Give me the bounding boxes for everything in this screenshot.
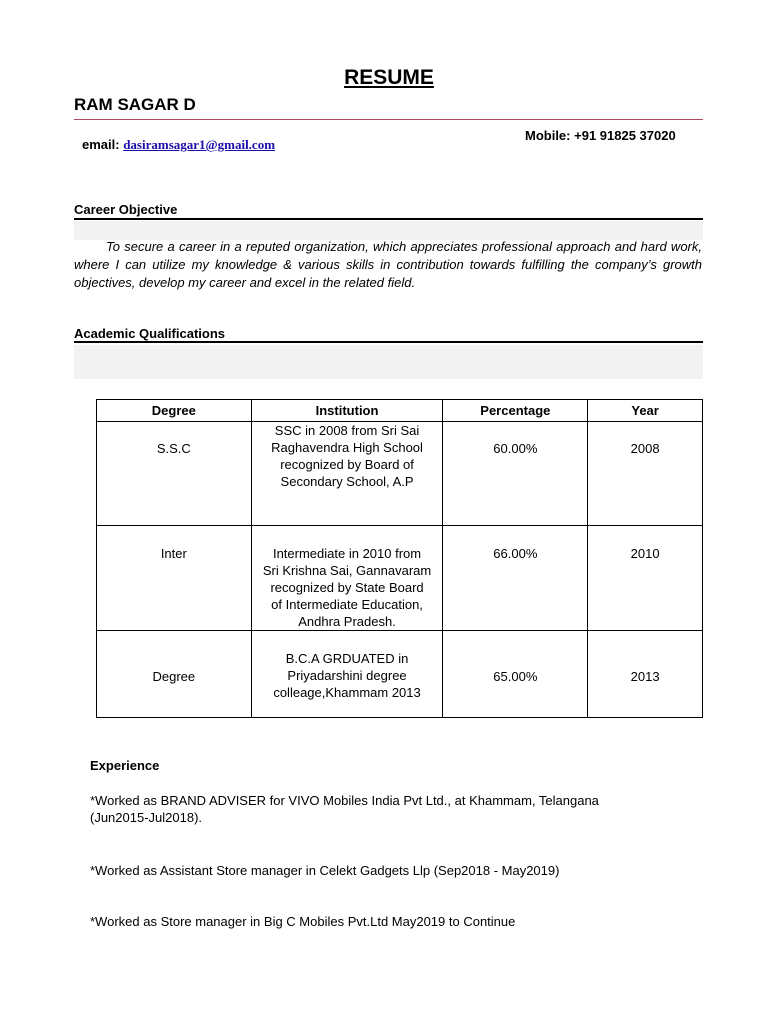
email-line	[82, 137, 275, 153]
table-row	[97, 526, 703, 631]
col-header-year: Year	[588, 400, 703, 422]
name-divider	[74, 119, 703, 120]
institution-cell: Intermediate in 2010 from Sri Krishna Sai, Gannavaram recognized by State Board of Intermediate Education, Andhra Pradesh.	[251, 526, 443, 631]
career-objective-heading: Career Objective	[74, 202, 178, 217]
resume-title: RESUME	[344, 66, 434, 89]
institution-cell: SSC in 2008 from Sri Sai Raghavendra High School recognized by Board of Secondary School, A.P	[251, 422, 443, 526]
mobile-number: +91 91825 37020	[574, 128, 676, 143]
academic-table	[96, 399, 703, 718]
year-cell: 2008	[588, 422, 703, 526]
career-objective-text: To secure a career in a reputed organization, which appreciates professional approach and hard work, where I can utilize my knowledge & various skills in contribution towards fulfilling the company’s growth objectives, develop my career and excel in the related field.	[74, 239, 702, 290]
academic-rule	[74, 341, 703, 343]
percentage-cell: 65.00%	[443, 631, 588, 718]
degree-cell: Inter	[97, 526, 252, 631]
mobile-line	[525, 128, 676, 143]
col-header-percentage: Percentage	[443, 400, 588, 422]
col-header-institution: Institution	[251, 400, 443, 422]
candidate-name: RAM SAGAR D	[74, 95, 196, 114]
academic-heading: Academic Qualifications	[74, 326, 225, 341]
table-header-row	[97, 400, 703, 422]
percentage-cell: 60.00%	[443, 422, 588, 526]
experience-heading: Experience	[90, 758, 160, 773]
year-cell: 2013	[588, 631, 703, 718]
experience-item: *Worked as Assistant Store manager in Celekt Gadgets Llp (Sep2018 - May2019)	[90, 863, 560, 878]
email-link[interactable]: dasiramsagar1@gmail.com	[123, 137, 276, 152]
percentage-cell: 66.00%	[443, 526, 588, 631]
experience-item: *Worked as BRAND ADVISER for VIVO Mobiles India Pvt Ltd., at Khammam, Telangana (Jun2015-Jul2018).	[90, 793, 599, 825]
experience-item: *Worked as Store manager in Big C Mobiles Pvt.Ltd May2019 to Continue	[90, 914, 516, 929]
mobile-label: Mobile:	[525, 128, 571, 143]
table-row	[97, 422, 703, 526]
degree-cell: S.S.C	[97, 422, 252, 526]
col-header-degree: Degree	[97, 400, 252, 422]
email-label: email:	[82, 137, 120, 152]
year-cell: 2010	[588, 526, 703, 631]
career-objective-rule	[74, 218, 703, 220]
academic-shade	[74, 345, 703, 379]
institution-cell: B.C.A GRDUATED in Priyadarshini degree colleage,Khammam 2013	[251, 631, 443, 718]
table-row	[97, 631, 703, 718]
degree-cell: Degree	[97, 631, 252, 718]
